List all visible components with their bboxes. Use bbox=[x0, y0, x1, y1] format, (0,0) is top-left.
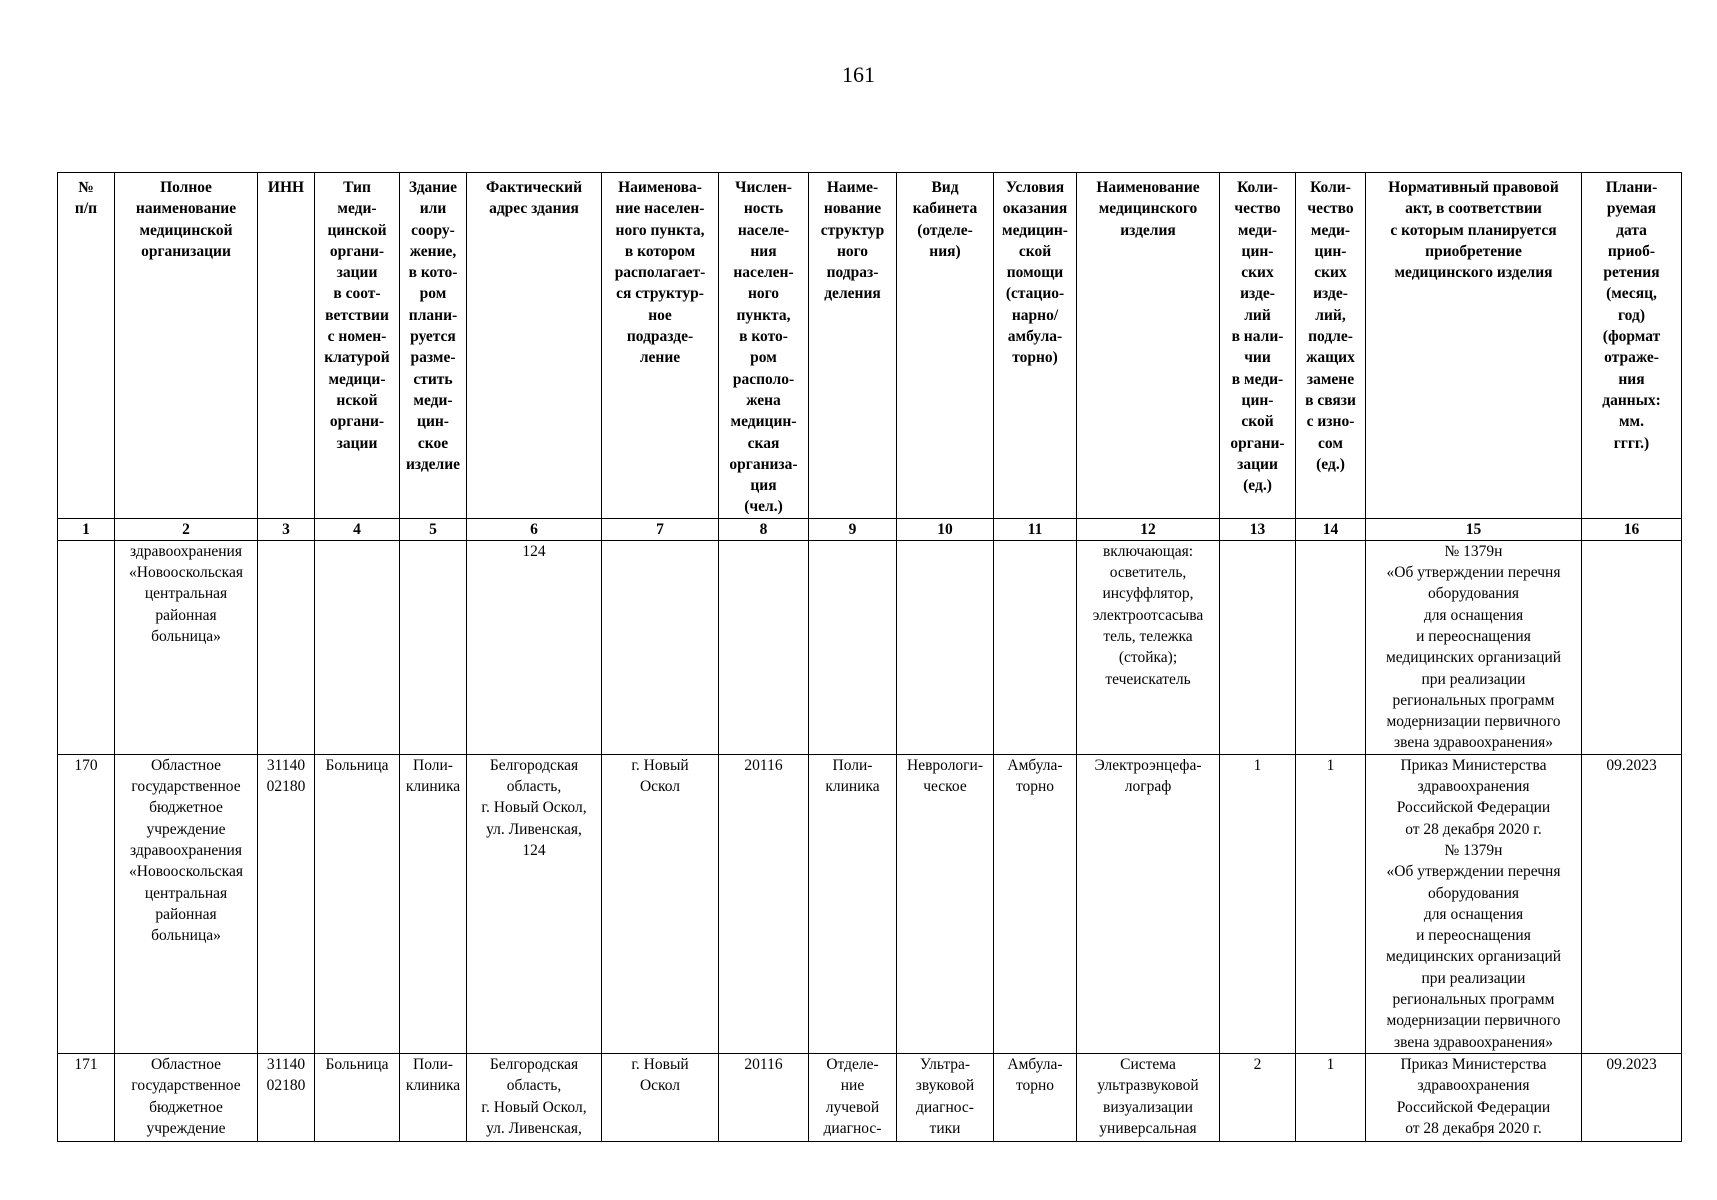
cell-type: Больница bbox=[315, 754, 400, 1053]
col-header-num: № п/п bbox=[58, 173, 115, 519]
cell-cabinet bbox=[897, 540, 994, 754]
cell-inn: 31140 02180 bbox=[258, 1053, 315, 1141]
cell-act: № 1379н «Об утверждении перечня оборудования для оснащения и переоснащения медицинских организаций при реализации региональных программ модернизации первичного звена здравоохранения» bbox=[1366, 540, 1582, 754]
cell-date bbox=[1582, 540, 1682, 754]
col-header-device: Наименование медицинского изделия bbox=[1077, 173, 1220, 519]
col-number: 11 bbox=[994, 518, 1077, 540]
col-number: 8 bbox=[719, 518, 809, 540]
cell-address: Белгородская область, г. Новый Оскол, ул. Ливенская, 124 bbox=[467, 754, 602, 1053]
col-number: 3 bbox=[258, 518, 315, 540]
equipment-table bbox=[57, 172, 1682, 1142]
cell-unit: Отделе- ние лучевой диагнос- bbox=[809, 1053, 897, 1141]
table-row bbox=[58, 540, 1682, 754]
cell-population: 20116 bbox=[719, 754, 809, 1053]
cell-num: 170 bbox=[58, 754, 115, 1053]
cell-type bbox=[315, 540, 400, 754]
column-number-row bbox=[58, 518, 1682, 540]
table-row bbox=[58, 1053, 1682, 1141]
cell-unit bbox=[809, 540, 897, 754]
col-number: 5 bbox=[400, 518, 467, 540]
col-number: 12 bbox=[1077, 518, 1220, 540]
cell-date: 09.2023 bbox=[1582, 754, 1682, 1053]
col-number: 6 bbox=[467, 518, 602, 540]
cell-device: Система ультразвуковой визуализации универсальная bbox=[1077, 1053, 1220, 1141]
cell-org: Областное государственное бюджетное учреждение bbox=[115, 1053, 258, 1141]
col-number: 2 bbox=[115, 518, 258, 540]
col-header-date: Плани- руемая дата приоб- ретения (месяц, год) (формат отраже- ния данных: мм. гггг.) bbox=[1582, 173, 1682, 519]
cell-building: Поли- клиника bbox=[400, 1053, 467, 1141]
cell-qty-replace bbox=[1296, 540, 1366, 754]
cell-address: 124 bbox=[467, 540, 602, 754]
col-number: 16 bbox=[1582, 518, 1682, 540]
col-header-conditions: Условия оказания медицин- ской помощи (стацио- нарно/ амбула- торно) bbox=[994, 173, 1077, 519]
col-number: 15 bbox=[1366, 518, 1582, 540]
cell-inn bbox=[258, 540, 315, 754]
cell-act: Приказ Министерства здравоохранения Российской Федерации от 28 декабря 2020 г. bbox=[1366, 1053, 1582, 1141]
cell-cabinet: Ультра- звуковой диагнос- тики bbox=[897, 1053, 994, 1141]
header-row bbox=[58, 173, 1682, 519]
cell-locality: г. Новый Оскол bbox=[602, 754, 719, 1053]
cell-device: Электроэнцефа- лограф bbox=[1077, 754, 1220, 1053]
col-number: 14 bbox=[1296, 518, 1366, 540]
cell-qty-have: 2 bbox=[1220, 1053, 1296, 1141]
col-header-act: Нормативный правовой акт, в соответствии с которым планируется приобретение медицинского изделия bbox=[1366, 173, 1582, 519]
cell-num bbox=[58, 540, 115, 754]
cell-building: Поли- клиника bbox=[400, 754, 467, 1053]
cell-population: 20116 bbox=[719, 1053, 809, 1141]
cell-org: Областное государственное бюджетное учреждение здравоохранения «Новооскольская центральная районная больница» bbox=[115, 754, 258, 1053]
page-number: 161 bbox=[842, 62, 875, 87]
cell-conditions bbox=[994, 540, 1077, 754]
cell-inn: 31140 02180 bbox=[258, 754, 315, 1053]
cell-conditions: Амбула- торно bbox=[994, 754, 1077, 1053]
cell-act: Приказ Министерства здравоохранения Российской Федерации от 28 декабря 2020 г. № 1379н «Об утверждении перечня оборудования для оснащения и переоснащения медицинских организаций при реализации региональных программ модернизации первичного звена здравоохранения» bbox=[1366, 754, 1582, 1053]
col-header-org: Полное наименование медицинской организации bbox=[115, 173, 258, 519]
cell-device: включающая: осветитель, инсуффлятор, электроотсасыва тель, тележка (стойка); течеискатель bbox=[1077, 540, 1220, 754]
col-header-unit: Наиме- нование структур ного подраз- деления bbox=[809, 173, 897, 519]
cell-locality bbox=[602, 540, 719, 754]
cell-building bbox=[400, 540, 467, 754]
col-number: 9 bbox=[809, 518, 897, 540]
cell-type: Больница bbox=[315, 1053, 400, 1141]
cell-qty-replace: 1 bbox=[1296, 1053, 1366, 1141]
col-header-inn: ИНН bbox=[258, 173, 315, 519]
col-header-type: Тип меди- цинской органи- зации в соот- ветствии с номен- клатурой медици- нской органи- зации bbox=[315, 173, 400, 519]
cell-conditions: Амбула- торно bbox=[994, 1053, 1077, 1141]
col-header-population: Числен- ность населе- ния населен- ного пункта, в кото- ром располо- жена медицин- ская организа- ция (чел.) bbox=[719, 173, 809, 519]
cell-unit: Поли- клиника bbox=[809, 754, 897, 1053]
col-number: 4 bbox=[315, 518, 400, 540]
cell-address: Белгородская область, г. Новый Оскол, ул. Ливенская, bbox=[467, 1053, 602, 1141]
cell-qty-have bbox=[1220, 540, 1296, 754]
cell-date: 09.2023 bbox=[1582, 1053, 1682, 1141]
cell-qty-have: 1 bbox=[1220, 754, 1296, 1053]
cell-qty-replace: 1 bbox=[1296, 754, 1366, 1053]
cell-num: 171 bbox=[58, 1053, 115, 1141]
col-number: 13 bbox=[1220, 518, 1296, 540]
col-header-cabinet: Вид кабинета (отделе- ния) bbox=[897, 173, 994, 519]
col-header-qty-have: Коли- чество меди- цин- ских изде- лий в нали- чии в меди- цин- ской органи- зации (ед.) bbox=[1220, 173, 1296, 519]
col-header-address: Фактический адрес здания bbox=[467, 173, 602, 519]
col-number: 10 bbox=[897, 518, 994, 540]
col-number: 7 bbox=[602, 518, 719, 540]
col-header-building: Здание или соору- жение, в кото- ром плани- руется разме- стить меди- цин- ское изделие bbox=[400, 173, 467, 519]
col-number: 1 bbox=[58, 518, 115, 540]
cell-population bbox=[719, 540, 809, 754]
col-header-qty-replace: Коли- чество меди- цин- ских изде- лий, подле- жащих замене в связи с изно- сом (ед.) bbox=[1296, 173, 1366, 519]
cell-org: здравоохранения «Новооскольская центральная районная больница» bbox=[115, 540, 258, 754]
col-header-locality: Наименова- ние населен- ного пункта, в котором располагает- ся структур- ное подразде- ление bbox=[602, 173, 719, 519]
cell-cabinet: Неврологи- ческое bbox=[897, 754, 994, 1053]
table-row bbox=[58, 754, 1682, 1053]
cell-locality: г. Новый Оскол bbox=[602, 1053, 719, 1141]
